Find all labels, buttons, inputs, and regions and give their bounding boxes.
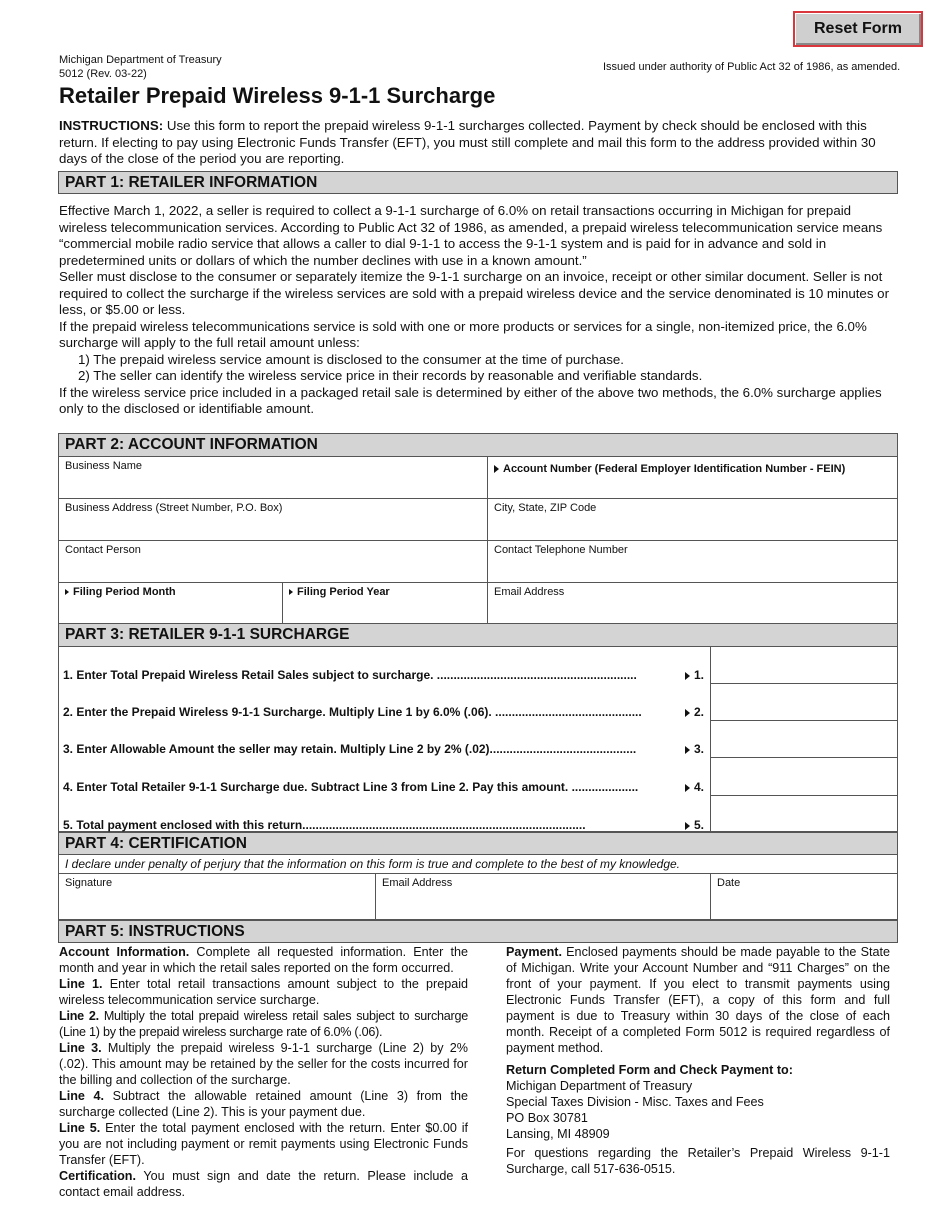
line4-label: 4. Enter Total Retailer 9-1-1 Surcharge due. Subtract Line 3 from Line 2. Pay this amount. .................... xyxy=(63,780,639,794)
filing-year-field[interactable] xyxy=(282,582,488,624)
instr-certification: Certification. You must sign and date the return. Please include a contact email address. xyxy=(59,1169,468,1199)
part5-heading: PART 5: INSTRUCTIONS xyxy=(58,920,898,943)
line5-number: 5. xyxy=(685,818,704,832)
instr-line1: Line 1. Enter total retail transactions amount subject to the prepaid wireless telecommunication service surcharge. xyxy=(59,977,469,1007)
part4-heading: PART 4: CERTIFICATION xyxy=(58,832,898,855)
arrow-right-icon xyxy=(685,746,690,754)
city-state-zip-label: City, State, ZIP Code xyxy=(494,502,597,514)
reset-form-button[interactable]: Reset Form xyxy=(793,11,923,47)
part1-body xyxy=(59,203,899,418)
instructions-text: Use this form to report the prepaid wireless 9-1-1 surcharges collected. Payment by check should be enclosed with this return. If electing to pay using Electronic Funds Transfer (EFT), you must still complete and mail this form to the address provided within 30 days of the close of the period you are reporting. xyxy=(59,118,876,166)
filing-month-field[interactable] xyxy=(58,582,283,624)
line3-number: 3. xyxy=(685,742,704,756)
date-field[interactable] xyxy=(710,873,898,920)
account-number-label: Account Number (Federal Employer Identification Number - FEIN) xyxy=(488,457,897,478)
cert-email-label: Email Address xyxy=(382,877,453,889)
arrow-right-icon xyxy=(494,465,499,473)
account-number-field[interactable] xyxy=(487,456,898,499)
address-line: Special Taxes Division - Misc. Taxes and Fees xyxy=(506,1095,764,1109)
line4-number: 4. xyxy=(685,780,704,794)
arrow-right-icon xyxy=(65,589,69,595)
address-line: Lansing, MI 48909 xyxy=(506,1127,610,1141)
instr-account-info: Account Information. Complete all requested information. Enter the month and year in which the retail sales reported on the form occurred. xyxy=(59,945,468,975)
line5-amount-input[interactable] xyxy=(711,795,897,832)
authority-note: Issued under authority of Public Act 32 of 1986, as amended. xyxy=(603,61,901,73)
department-name: Michigan Department of Treasury xyxy=(59,54,222,66)
part1-paragraph: If the wireless service price included in a packaged retail sale is determined by either of the above two methods, the 6.0% surcharge applies only to the disclosed or identifiable amount. xyxy=(59,384,882,416)
line5-label: 5. Total payment enclosed with this return..................................................................................... xyxy=(63,818,586,832)
part1-list-item: 1) The prepaid wireless service amount is disclosed to the consumer at the time of purchase. xyxy=(78,351,624,367)
instr-line4: Line 4. Subtract the allowable retained amount (Line 3) from the surcharge collected (Line 2). This is your payment due. xyxy=(59,1089,469,1119)
declaration-row xyxy=(58,854,898,874)
instructions-label: INSTRUCTIONS: xyxy=(59,118,164,133)
part1-paragraph: Seller must disclose to the consumer or separately itemize the 9-1-1 surcharge on an invoice, receipt or other similar document. Seller is not required to collect the surcharge if the wireless services are sold with a prepaid wireless device and the service denominated is 10 minutes or less, or $5.00 or less. xyxy=(59,269,889,317)
page-title: Retailer Prepaid Wireless 9-1-1 Surcharge xyxy=(59,83,496,108)
filing-year-label: Filing Period Year xyxy=(283,583,487,601)
filing-month-label: Filing Period Month xyxy=(59,583,282,601)
instructions-right-column xyxy=(506,944,890,1177)
line2-label: 2. Enter the Prepaid Wireless 9-1-1 Surcharge. Multiply Line 1 by 6.0% (.06). ............................................ xyxy=(63,705,642,719)
form-number: 5012 (Rev. 03-22) xyxy=(59,68,147,80)
line3-amount-input[interactable] xyxy=(711,720,897,758)
arrow-right-icon xyxy=(685,784,690,792)
line4-amount-input[interactable] xyxy=(711,757,897,796)
questions-contact: For questions regarding the Retailer’s Prepaid Wireless 9-1-1 Surcharge, call 517-636-0515. xyxy=(506,1146,890,1176)
email-label: Email Address xyxy=(494,586,565,598)
contact-person-field[interactable] xyxy=(58,540,488,583)
arrow-right-icon xyxy=(685,822,690,830)
date-label: Date xyxy=(717,877,741,889)
line1-number: 1. xyxy=(685,668,704,682)
line2-number: 2. xyxy=(685,705,704,719)
contact-person-label: Contact Person xyxy=(65,544,141,556)
signature-label: Signature xyxy=(65,877,113,889)
cert-email-field[interactable] xyxy=(375,873,711,920)
business-name-label: Business Name xyxy=(65,460,143,472)
declaration-text: I declare under penalty of perjury that the information on this form is true and complete to the best of my knowledge. xyxy=(65,857,680,871)
part1-list-item: 2) The seller can identify the wireless service price in their records by reasonable and verifiable standards. xyxy=(78,368,703,383)
email-field[interactable] xyxy=(487,582,898,624)
return-address-heading: Return Completed Form and Check Payment to: xyxy=(506,1063,793,1077)
contact-phone-field[interactable] xyxy=(487,540,898,583)
city-state-zip-field[interactable] xyxy=(487,498,898,541)
address-line: Michigan Department of Treasury xyxy=(506,1079,693,1093)
contact-phone-label: Contact Telephone Number xyxy=(494,544,628,556)
instr-line2: Line 2. Multiply the total prepaid wireless retail sales subject to surcharge (Line 1) by the prepaid wireless surcharge rate of 6.0% (.06). xyxy=(59,1009,469,1039)
part1-paragraph: Effective March 1, 2022, a seller is required to collect a 9-1-1 surcharge of 6.0% on retail transactions occurring in Michigan for prepaid wireless telecommunication services. According to Public Act 32 of 1986, as amended, a prepaid wireless telecommunication service means “commercial mobile radio service that allows a caller to dial 9-1-1 to access the 9-1-1 system and is paid for in advance and sold in predetermined units or dollars of which the number declines with use in a known amount.” xyxy=(59,203,883,268)
part1-heading: PART 1: RETAILER INFORMATION xyxy=(58,171,898,194)
part2-heading: PART 2: ACCOUNT INFORMATION xyxy=(58,433,898,457)
instr-line3: Line 3. Multiply the prepaid wireless 9-1-1 surcharge (Line 2) by 2% (.02). This amount may be retained by the seller for the costs incurred for the billing and collection of the surcharge. xyxy=(59,1041,469,1087)
arrow-right-icon xyxy=(685,709,690,717)
part3-heading: PART 3: RETAILER 9-1-1 SURCHARGE xyxy=(58,623,898,647)
line1-label: 1. Enter Total Prepaid Wireless Retail Sales subject to surcharge. ............................................................ xyxy=(63,668,637,682)
business-address-field[interactable] xyxy=(58,498,488,541)
address-line: PO Box 30781 xyxy=(506,1111,588,1125)
line3-label: 3. Enter Allowable Amount the seller may retain. Multiply Line 2 by 2% (.02)............................................ xyxy=(63,742,637,756)
business-name-field[interactable] xyxy=(58,456,488,499)
instr-line5: Line 5. Enter the total payment enclosed with the return. Enter $0.00 if you are not including payment or remit payments using Electronic Funds Transfer (EFT). xyxy=(59,1121,469,1167)
arrow-right-icon xyxy=(289,589,293,595)
signature-field[interactable] xyxy=(58,873,376,920)
instr-payment: Payment. Enclosed payments should be made payable to the State of Michigan. Write your Account Number and “911 Charges” on the front of your payment. If you elect to transmit payments using Electronic Funds Transfer (EFT), a copy of this form and full payment is due to Treasury within 30 days of the close of each month. Receipt of a completed Form 5012 is required regardless of payment method. xyxy=(506,945,890,1055)
instructions-intro xyxy=(59,118,897,168)
line2-amount-input[interactable] xyxy=(711,683,897,721)
business-address-label: Business Address (Street Number, P.O. Box) xyxy=(65,502,283,514)
part1-paragraph: If the prepaid wireless telecommunications service is sold with one or more products or services for a single, non-itemized price, the 6.0% surcharge will apply to the full retail amount unless: xyxy=(59,318,867,350)
line1-amount-input[interactable] xyxy=(711,646,897,684)
instructions-left-column xyxy=(59,944,468,1200)
arrow-right-icon xyxy=(685,672,690,680)
